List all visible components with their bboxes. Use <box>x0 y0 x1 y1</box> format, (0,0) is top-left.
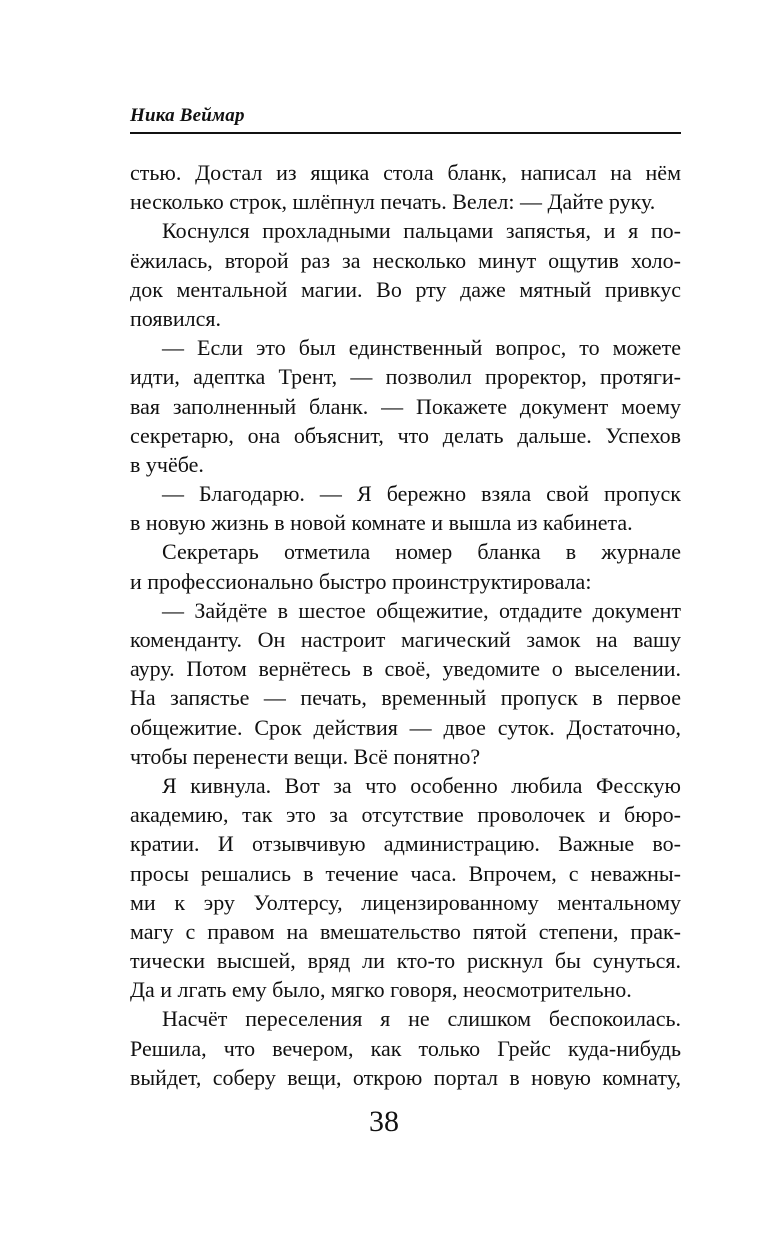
text-line: идти, адептка Трент, — позволил проректор, протяги- <box>130 364 681 390</box>
text-line: и профессионально быстро проинструктировала: <box>130 568 592 594</box>
text-line: ёжилась, второй раз за несколько минут ощутив холо- <box>130 247 681 273</box>
text-line: чтобы перенести вещи. Всё понятно? <box>130 743 481 769</box>
text-line: — Благодарю. — Я бережно взяла свой пропуск <box>162 481 681 507</box>
text-line: магу с правом на вмешательство пятой степени, прак- <box>130 918 681 944</box>
text-line: кратии. И отзывчивую администрацию. Важные во- <box>130 831 681 857</box>
text-line: коменданту. Он настроит магический замок на вашу <box>130 627 681 652</box>
text-line: несколько строк, шлёпнул печать. Велел: — Дайте руку. <box>130 189 656 215</box>
text-line: Секретарь отметила номер бланка в журнале <box>162 539 681 565</box>
body-text <box>130 158 681 1092</box>
text-line: общежитие. Срок действия — двое суток. Достаточно, <box>130 714 681 740</box>
text-line: просы решались в течение часа. Впрочем, с неважны- <box>130 860 681 886</box>
text-line: секретарю, она объяснит, что делать дальше. Успехов <box>130 422 681 448</box>
header-rule <box>130 132 681 134</box>
text-line: в новую жизнь в новой комнате и вышла из кабинета. <box>130 510 633 536</box>
text-line: На запястье — печать, временный пропуск в первое <box>130 685 681 711</box>
text-line: тически высшей, вряд ли кто-то рискнул бы сунуться. <box>130 948 681 974</box>
text-line: Да и лгать ему было, мягко говоря, неосмотрительно. <box>130 977 632 1003</box>
text-line: стью. Достал из ящика стола бланк, написал на нём <box>130 160 681 185</box>
text-line: появился. <box>130 305 221 331</box>
text-line: Насчёт переселения я не слишком беспокоилась. <box>162 1006 681 1032</box>
page-number: 38 <box>369 1105 399 1138</box>
text-line: в учёбе. <box>130 451 204 477</box>
text-line: — Зайдёте в шестое общежитие, отдадите документ <box>162 597 681 623</box>
text-line: док ментальной магии. Во рту даже мятный привкус <box>130 276 681 302</box>
text-line: Я кивнула. Вот за что особенно любила Фесскую <box>162 772 681 798</box>
text-line: академию, так это за отсутствие проволочек и бюро- <box>130 802 681 828</box>
text-line: Коснулся прохладными пальцами запястья, и я по- <box>162 218 681 244</box>
text-line: — Если это был единственный вопрос, то можете <box>162 335 681 361</box>
text-line: Решила, что вечером, как только Грейс куда-нибудь <box>130 1035 681 1061</box>
text-line: вая заполненный бланк. — Покажете документ моему <box>130 393 681 419</box>
text-line: ми к эру Уолтерсу, лицензированному ментальному <box>130 889 681 915</box>
text-line: ауру. Потом вернётесь в своё, уведомите о выселении. <box>130 656 681 682</box>
running-head-author: Ника Веймар <box>130 105 245 126</box>
text-line: выйдет, соберу вещи, открою портал в новую комнату, <box>130 1064 681 1090</box>
